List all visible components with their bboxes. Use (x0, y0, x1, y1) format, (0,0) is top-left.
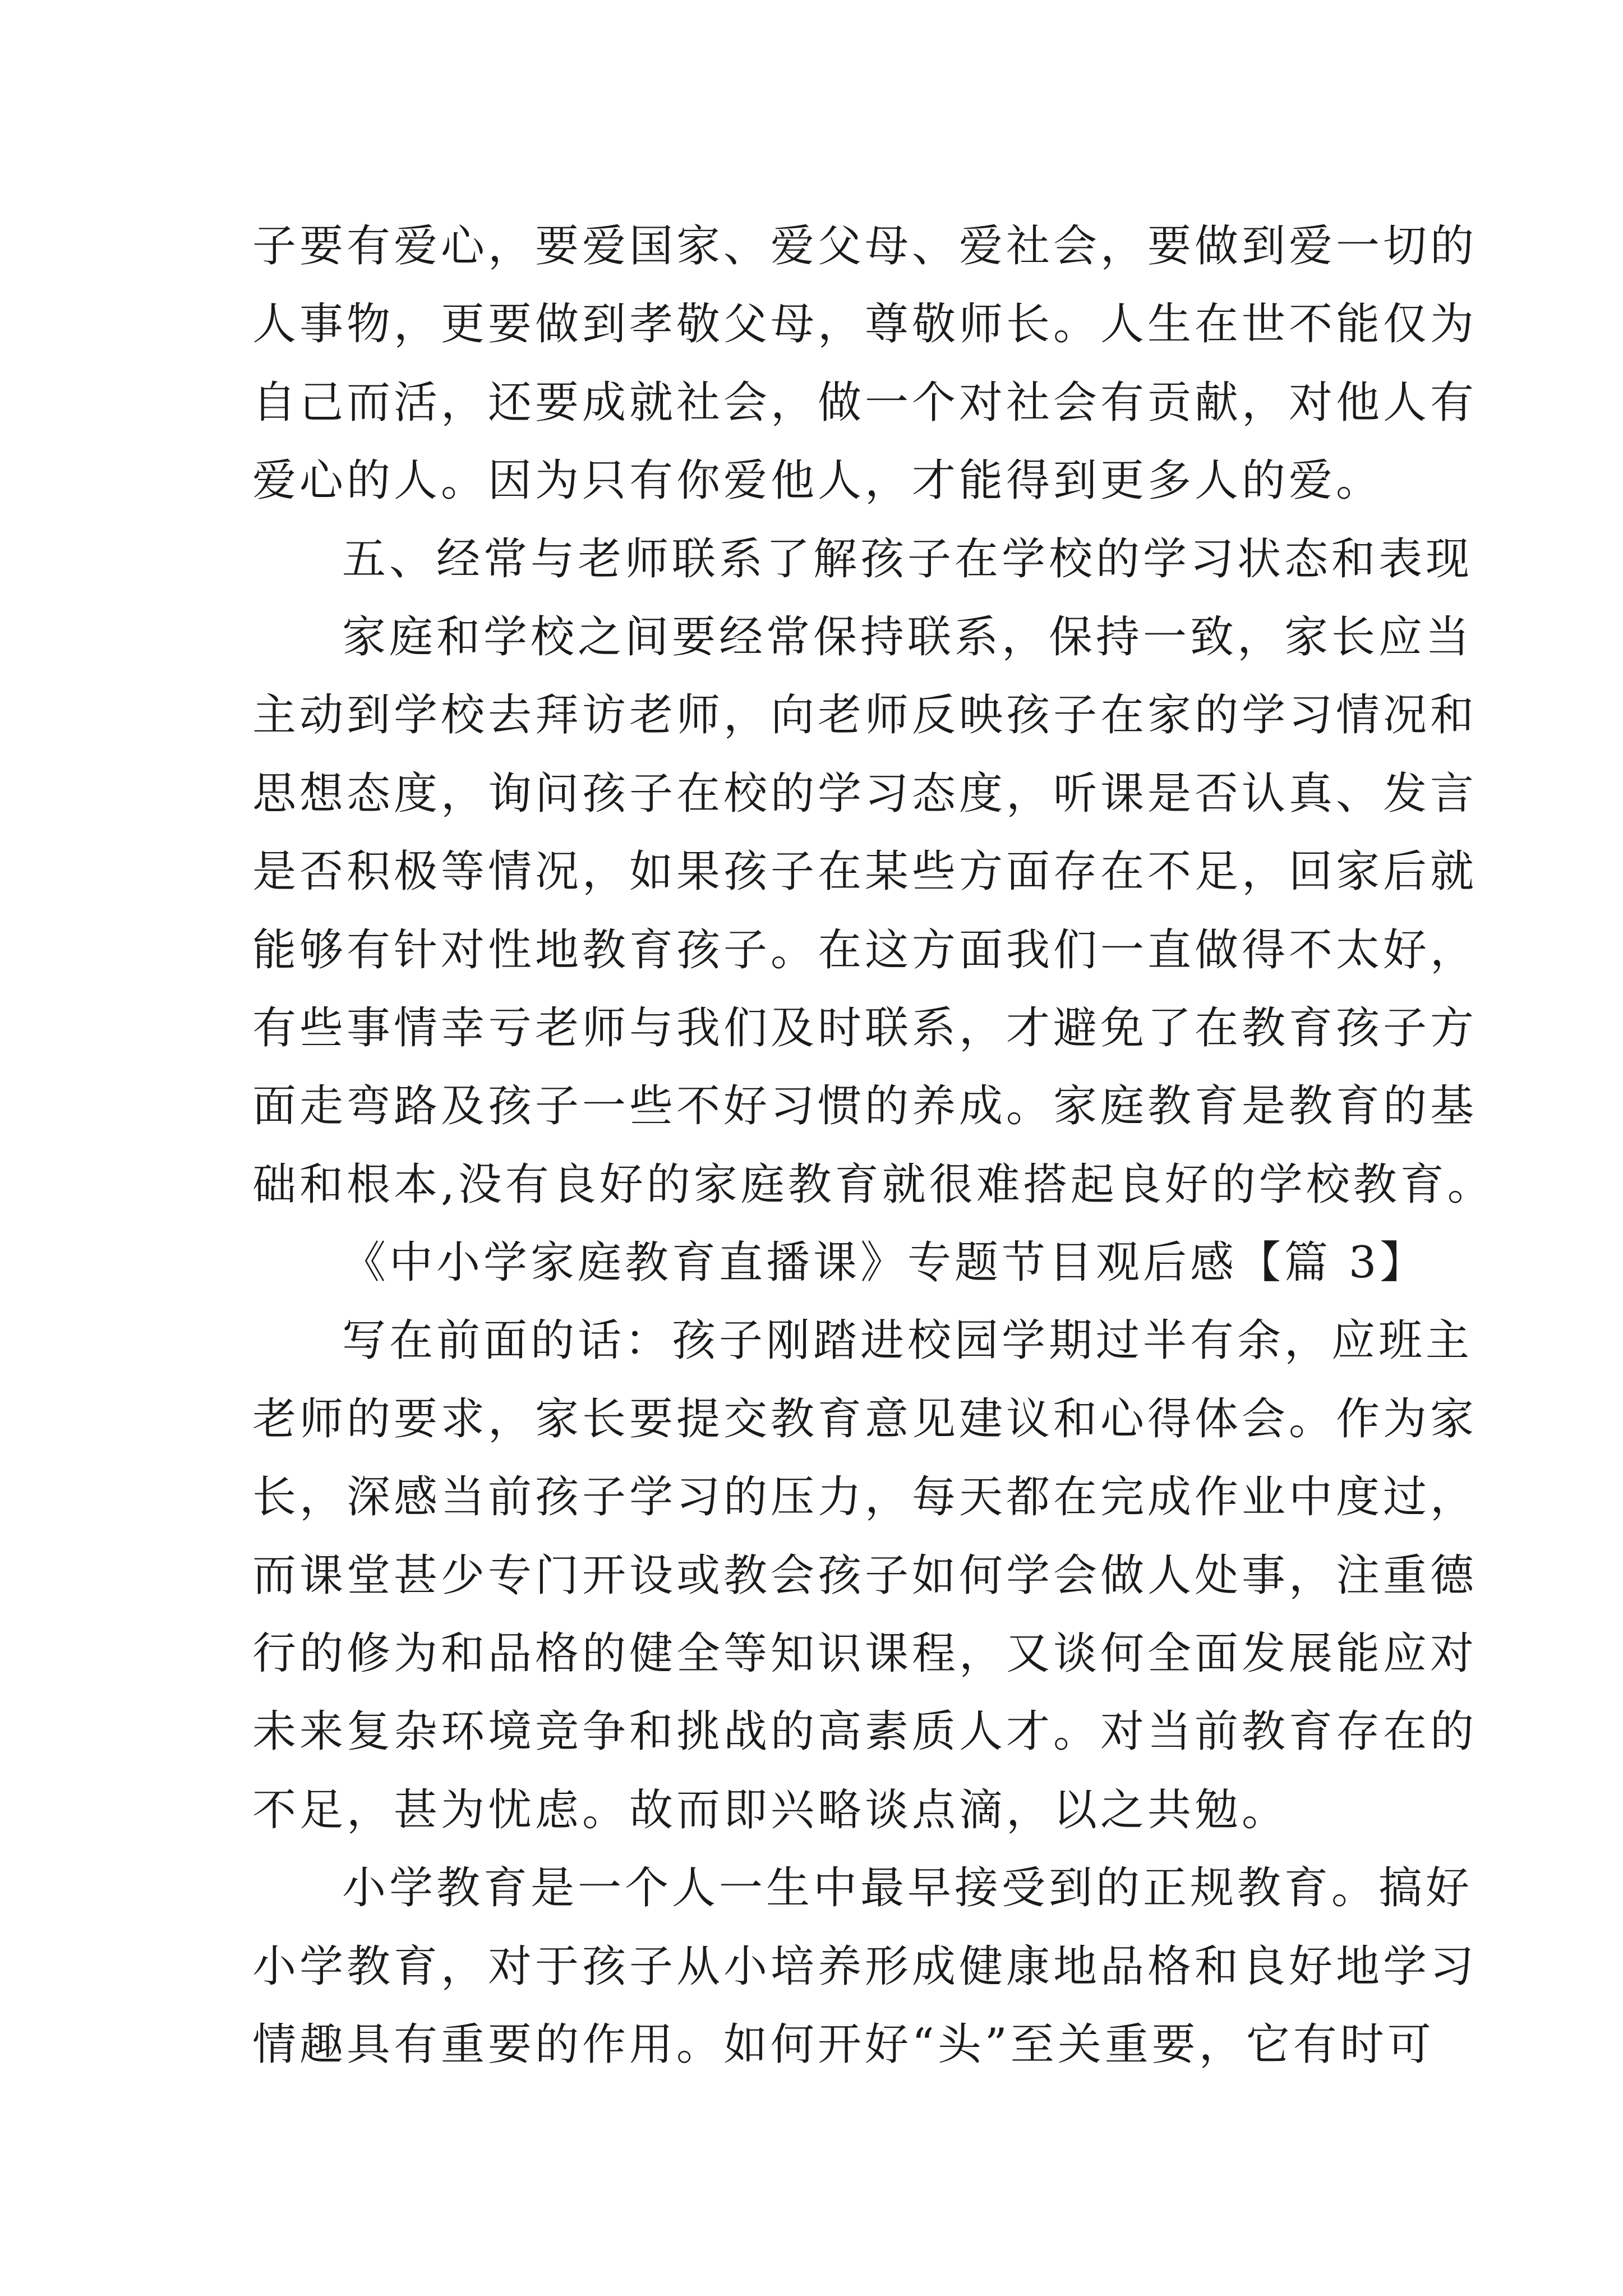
text-line: 家庭和学校之间要经常保持联系，保持一致，家长应当 (342, 611, 1473, 662)
text-line: 础和根本,没有良好的家庭教育就很难搭起良好的学校教育。 (252, 1159, 1495, 1210)
text-line: 长，深感当前孩子学习的压力，每天都在完成作业中度过， (252, 1472, 1478, 1523)
text-line: 写在前面的话：孩子刚踏进校园学期过半有余，应班主 (342, 1315, 1473, 1366)
section-heading: 五、经常与老师联系了解孩子在学校的学习状态和表现 (342, 533, 1473, 585)
text-line: 老师的要求，家长要提交教育意见建议和心得体会。作为家 (252, 1393, 1478, 1444)
text-line: 行的修为和品格的健全等知识课程，又谈何全面发展能应对 (252, 1628, 1478, 1680)
text-line: 小学教育，对于孩子从小培养形成健康地品格和良好地学习 (252, 1941, 1478, 1992)
text-line: 主动到学校去拜访老师，向老师反映孩子在家的学习情况和 (252, 690, 1478, 741)
text-line: 是否积极等情况，如果孩子在某些方面存在不足，回家后就 (252, 846, 1478, 898)
document-body (252, 208, 1495, 2084)
text-line: 不足，甚为忧虑。故而即兴略谈点滴，以之共勉。 (252, 1784, 1289, 1835)
text-line: 自己而活，还要成就社会，做一个对社会有贡献，对他人有 (252, 377, 1478, 428)
text-line: 未来复杂环境竞争和挑战的高素质人才。对当前教育存在的 (252, 1706, 1478, 1757)
text-line: 爱心的人。因为只有你爱他人，才能得到更多人的爱。 (252, 455, 1384, 507)
text-line: 思想态度，询问孩子在校的学习态度，听课是否认真、发言 (252, 768, 1478, 819)
text-line: 能够有针对性地教育孩子。在这方面我们一直做得不太好， (252, 924, 1478, 976)
text-line: 有些事情幸亏老师与我们及时联系，才避免了在教育孩子方 (252, 1002, 1478, 1053)
text-line: 小学教育是一个人一生中最早接受到的正规教育。搞好 (342, 1863, 1473, 1914)
text-line: 人事物，更要做到孝敬父母，尊敬师长。人生在世不能仅为 (252, 299, 1478, 350)
text-line: 情趣具有重要的作用。如何开好“头”至关重要，它有时可 (252, 2019, 1435, 2070)
text-line: 而课堂甚少专门开设或教会孩子如何学会做人处事，注重德 (252, 1550, 1478, 1601)
text-line: 子要有爱心，要爱国家、爱父母、爱社会，要做到爱一切的 (252, 221, 1478, 272)
text-line: 面走弯路及孩子一些不好习惯的养成。家庭教育是教育的基 (252, 1081, 1478, 1132)
article-title: 《中小学家庭教育直播课》专题节目观后感【篇 3】 (342, 1237, 1427, 1289)
